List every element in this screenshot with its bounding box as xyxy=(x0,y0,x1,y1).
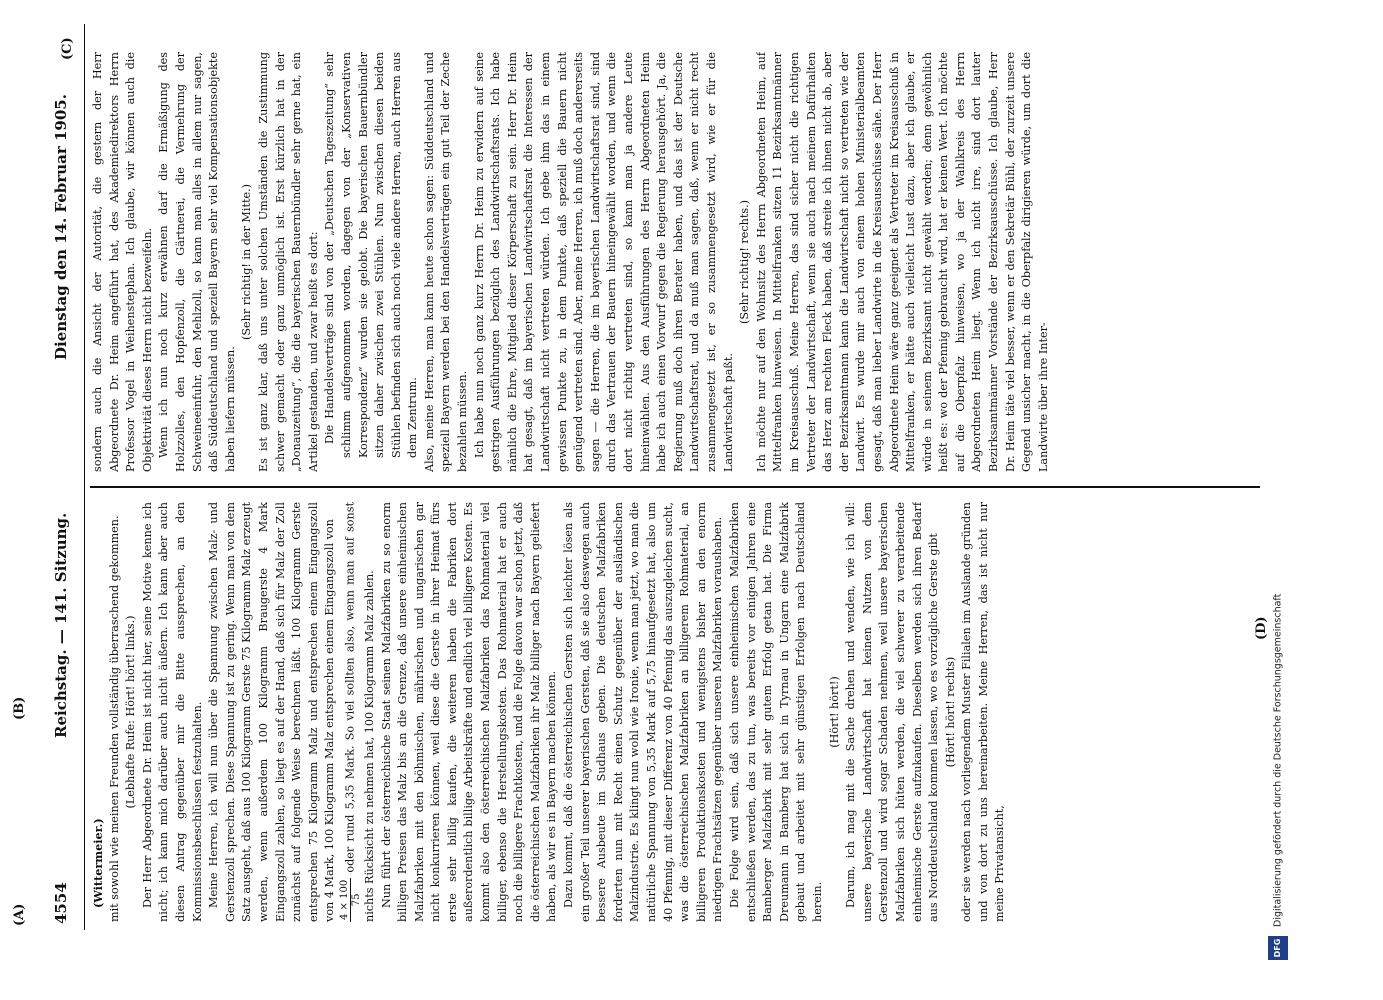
paragraph: Dazu kommt, daß die österreichischen Gersten sich leichter lösen als ein großer Teil unserer bayerischen Gersten, daß sie also deswegen auch bessere Ausbeute im Sudhaus geben. Die deutschen Malzfabriken forderten nun mit Recht einen Schutz gegenüber der ausländischen Malzindustrie. Es klingt nun wohl wie Ironie, wenn man jetzt, wo man die natürliche Spannung von 5,35 Mark auf 5,75 hinaufgesetzt hat, also um 40 Pfennig, mit dieser Differenz von 40 Pfennig das auszugleichen sucht, was die österreichischen Malzfabriken an billigerem Rohmaterial, an billigeren Produktionskosten und wenigstens bisher an den enorm niedrigen Frachtsätzen gegenüber unseren Malzfabriken voraushaben. xyxy=(562,502,725,922)
paragraph: Wenn ich nun noch kurz erwähnen darf die Ermäßigung des Holzzolles, den Hopfenzoll, die Gärtnerei, die Vermehrung der Schweineeinfuhr, den Mehlzoll, so kann man alles in allem nur sagen, daß Süddeutschland und speziell Bayern sehr viel Kompensationsobjekte haben liefern müssen. xyxy=(157,52,237,472)
paragraph: sondern auch die Ansicht der Autorität, die gestern der Herr Abgeordnete Dr. Heim angeführt hat, des Akademiedirektors Herrn Professor Vogel in Weihenstephan. Ich glaube, wir können auch die Objektivität dieses Herrn nicht bezweifeln. xyxy=(91,52,154,472)
margin-letter-a: (A) xyxy=(12,903,27,926)
formula-line xyxy=(339,502,379,922)
paragraph: Nun führt der österreichische Staat seinen Malzfabriken zu so enorm billigen Preisen das Malz bis an die Grenze, daß unsere einheimischen Malzfabriken mit den böhmischen, mährischen und ungarischen gar nicht konkurrieren können, weil diese die Gerste in ihrer Heimat fürs erste sehr billig kaufen, die weiteren haben die Fabriken dort außerordentlich billige Arbeitskräfte und endlich viel billigere Kosten. Es kommt also den österreichischen Malzfabriken das Rohmaterial viel billiger, ebenso die Herstellungskosten. Das Rohmaterial hat er auch noch die billigere Frachtkosten, und die Folge davon war schon jetzt, daß die österreichischen Malzfabriken ihr Malz billiger nach Bayern geliefert haben, als wir es in Bayern machen können. xyxy=(379,502,559,922)
paragraph: oder rund 5,35 Mark. So viel sollten also, wenn man auf sonst nichts Rücksicht zu nehmen hat, 100 Kilogramm Malz zahlen. xyxy=(343,502,376,922)
speaker-name: (Wittermeier.) xyxy=(91,818,105,908)
credit-text: Digitalisierung gefördert durch die Deutsche Forschungsgemeinschaft xyxy=(1272,593,1284,927)
paragraph: Ich habe nun noch ganz kurz Herrn Dr. Heim zu erwidern auf seine gestrigen Ausführungen bezüglich des Landwirtschaftsrats. Ich habe nämlich die Ehre, Mitglied dieser Körperschaft zu sein. Herr Dr. Heim hat gesagt, daß im bayerischen Landwirtschaftsrat die Interessen der Landwirtschaft nicht vertreten würden. Ich gebe ihm das in einem gewissen Punkte zu, in dem Punkte, daß speziell die Bauern nicht genügend vertreten sind. Aber, meine Herren, ich muß doch andererseits sagen — die Herren, die im bayerischen Landwirtschaftsrat sind, sind durch das Vertrauen der Bauern hineingewählt worden, und wenn die dort nicht richtig vertreten sind, so kann man ja andere Leute hineinwählen. Aus den Ausführungen des Herrn Abgeordneten Heim habe ich auch einen Vorwurf gegen die Regierung herausgehört. Ja, die Regierung muß doch ihren Berater haben, und das ist der Deutsche Landwirtschaftsrat, und da muß man sagen, daß, wenn er nicht recht zusammengesetzt ist, er so zusammengesetzt wird, wie er für die Landwirtschaft paßt. xyxy=(472,52,735,472)
right-column xyxy=(90,52,1260,472)
session-title: Reichstag. — 141. Sitzung. xyxy=(52,512,70,738)
column-divider xyxy=(90,486,1260,488)
header-rule xyxy=(84,24,85,930)
paragraph: Der Herr Abgeordnete Dr. Heim ist nicht hier, seine Motive kenne ich nicht; ich kann mich darüber auch nicht äußern. Ich kann aber auch diesen Antrag gegenüber mir die Bitte aussprechen, an den Kommissionsbeschlüssen festzuhalten. xyxy=(140,502,204,922)
interjection: (Sehr richtig! in der Mitte.) xyxy=(240,183,254,341)
paragraph: oder sie werden nach vorliegendem Muster Filialen im Auslande gründen und von dort zu uns hereinarbeiten. Meine Herren, das ist nicht nur meine Privatansicht, xyxy=(960,502,1007,922)
paragraph: Darum, ich mag mit die Sache drehen und wenden, wie ich will: unsere bayerische Landwirtschaft hat keinen Nutzen von dem Gerstenzoll und wird sogar Schaden nehmen, weil unsere bayerischen Malzfabriken sich hüten werden, die viel schwerer zu verarbeitende einheimische Gerste aufzukaufen. Dieselben werden sich ihren Bedarf aus Norddeutschland kommen lassen, wo es vorzügliche Gerste gibt xyxy=(844,502,941,922)
page-number: 4554 xyxy=(52,882,70,924)
margin-letter-d: (D) xyxy=(1254,616,1269,640)
paragraph: Meine Herren, ich will nun über die Spannung zwischen Malz- und Gerstenzoll sprechen. Diese Spannung ist zu gering. Wenn man von dem Satz ausgeht, daß aus 100 Kilogramm Gerste 75 Kilogramm Malz erzeugt werden, wenn außerdem 100 Kilogramm Braugerste 4 Mark Eingangszoll zahlen, so liegt es auf der Hand, daß sich für Malz der Zoll zunächst auf folgende Weise berechnen läßt. 100 Kilogramm Gerste entsprechen 75 Kilogramm Malz und entsprechen einem Eingangszoll von 4 Mark, 100 Kilogramm Malz entsprechen einem Eingangszoll von xyxy=(207,502,337,922)
dfg-logo: DFG xyxy=(1268,936,1288,960)
interjection: (Sehr richtig! rechts.) xyxy=(738,199,752,325)
interjection: (Lebhafte Rufe: Hört! hört! links.) xyxy=(124,615,138,809)
paragraph: Also, meine Herren, man kann heute schon sagen: Süddeutschland und speziell Bayern werden bei den Handelsverträgen ein gut Teil der Zeche bezahlen müssen. xyxy=(422,52,470,472)
margin-letter-b: (B) xyxy=(12,696,27,720)
paragraph: Ich möchte nur auf den Wohnsitz des Herrn Abgeordneten Heim, auf Mittelfranken hinweisen. In Mittelfranken sitzen 11 Bezirksamtmänner im Kreisausschuß. Meine Herren, das sind sicher nicht die richtigen Vertreter der Landwirtschaft, wenn sie auch nach meinem Dafürhalten das Herz am rechten Fleck haben, daß streite ich ihnen nicht ab, aber der Bezirksamtmann kann die Landwirtschaft nicht so vertreten wie der Landwirt. Es wurde mir auch von einem hohen Ministerialbeamten gesagt, daß man lieber Landwirte in die Kreisausschüsse sähe. Der Herr Abgeordnete Heim wäre ganz geeignet als Vertreter im Kreisausschuß in Mittelfranken, er hätte auch vielleicht Lust dazu, aber ich glaube, er würde in seinem Bezirksamt nicht gewählt werden; denn gewöhnlich heißt es: wo der Pfennig gebraucht wird, hat er keinen Wert. Ich möchte auf die Oberpfalz hinweisen, wo ja der Wahlkreis des Herrn Abgeordneten Heim liegt. Wenn ich nicht irre, sind dort lauter Bezirksamtmänner Vorstände der Bezirksausschüsse. Ich glaube, Herr Dr. Heim täte viel besser, wenn er den Sekretär Bühl, der zurzeit unsere Gegend unsicher macht, in die Oberpfalz dirigieren würde, um dort die Landwirte über ihre Inter- xyxy=(754,52,1050,472)
fraction-denominator: 75 xyxy=(350,893,362,907)
digitization-credit xyxy=(1268,30,1294,960)
paragraph: Die Folge wird sein, daß sich unsere einheimischen Malzfabriken entschließen werden, das zu tun, was bereits vor einigen Jahren eine Bamberger Malzfabrik mit sehr gutem Erfolg getan hat. Die Firma Dreumann in Bamberg hat sich in Tyrnau in Ungarn eine Malzfabrik gebaut und arbeitet mit sehr günstigen Erfolgen nach Deutschland herein. xyxy=(727,502,824,922)
zoll-fraction xyxy=(339,878,362,922)
margin-letter-c: (C) xyxy=(60,37,75,60)
left-column xyxy=(90,502,1260,922)
paragraph: mit sowohl wie meinen Freunden vollständig überraschend gekommen. xyxy=(107,515,121,922)
fraction-numerator: 4 × 100 xyxy=(338,879,350,920)
paragraph: Es ist ganz klar, daß uns unter solchen Umständen die Zustimmung schwer gemacht oder ganz unmöglich ist. Erst kürzlich hat in der „Donauzeitung“, die die bayerischen Bauernbündler sehr gerne hat, ein Artikel gestanden, und zwar heißt es dort: xyxy=(256,52,320,472)
quotation: Die Handelsverträge sind von der „Deutschen Tageszeitung“ sehr schlimm aufgenommen worden, dagegen von der „Konservativen Korrespondenz“ wurden sie gelobt. Die bayerischen Bauernbündler sitzen daher zwischen zwei Stühlen. Nun zwischen diesen beiden Stühlen befinden sich auch noch viele andere Herren, auch Herren aus dem Zentrum. xyxy=(323,52,420,458)
interjection: (Hört! hört!) xyxy=(827,676,841,748)
session-date: Dienstag den 14. Februar 1905. xyxy=(52,94,70,360)
interjection: (Hört! hört! rechts) xyxy=(943,656,957,768)
